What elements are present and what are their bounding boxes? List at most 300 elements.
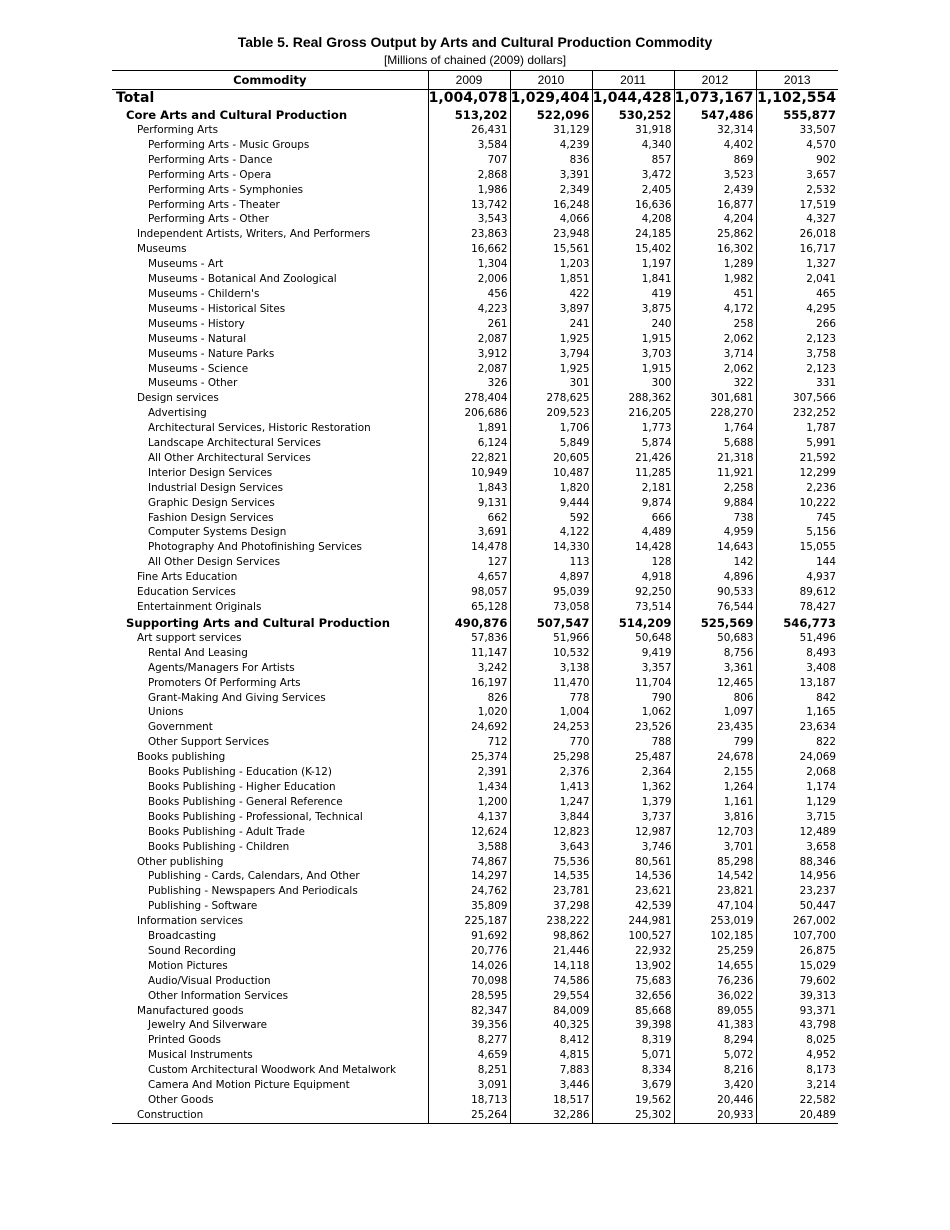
value-cell: 490,876 xyxy=(428,615,510,631)
commodity-label: Books Publishing - Higher Education xyxy=(148,780,336,793)
table-row xyxy=(112,585,838,600)
value-cell: 513,202 xyxy=(428,107,510,123)
table-row xyxy=(112,825,838,840)
table-row xyxy=(112,481,838,496)
value-cell: 2,439 xyxy=(674,183,756,198)
value-cell: 128 xyxy=(592,555,674,570)
value-cell: 24,069 xyxy=(756,750,838,765)
table-row xyxy=(112,1093,838,1108)
value-cell: 3,714 xyxy=(674,347,756,362)
value-cell: 39,313 xyxy=(756,989,838,1004)
value-cell: 20,605 xyxy=(510,451,592,466)
value-cell: 43,798 xyxy=(756,1018,838,1033)
value-cell: 89,055 xyxy=(674,1004,756,1019)
value-cell: 12,489 xyxy=(756,825,838,840)
value-cell: 9,874 xyxy=(592,496,674,511)
value-cell: 50,447 xyxy=(756,899,838,914)
table-row xyxy=(112,1033,838,1048)
value-cell: 2,376 xyxy=(510,765,592,780)
table-row xyxy=(112,810,838,825)
value-cell: 8,251 xyxy=(428,1063,510,1078)
commodity-label: Publishing - Software xyxy=(148,900,258,913)
value-cell: 4,239 xyxy=(510,138,592,153)
commodity-label: Books Publishing - General Reference xyxy=(148,795,343,808)
value-cell: 3,912 xyxy=(428,347,510,362)
value-cell: 5,991 xyxy=(756,436,838,451)
table-row xyxy=(112,1048,838,1063)
value-cell: 88,346 xyxy=(756,855,838,870)
table-row xyxy=(112,989,838,1004)
value-cell: 806 xyxy=(674,691,756,706)
commodity-label: Core Arts and Cultural Production xyxy=(126,108,348,122)
value-cell: 1,327 xyxy=(756,257,838,272)
value-cell: 322 xyxy=(674,376,756,391)
commodity-label: Jewelry And Silverware xyxy=(148,1019,268,1032)
value-cell: 107,700 xyxy=(756,929,838,944)
value-cell: 51,966 xyxy=(510,631,592,646)
header-commodity: Commodity xyxy=(112,71,428,90)
commodity-label: Performing Arts - Music Groups xyxy=(148,138,310,151)
value-cell: 32,286 xyxy=(510,1108,592,1123)
table-row xyxy=(112,720,838,735)
value-cell: 25,487 xyxy=(592,750,674,765)
value-cell: 12,624 xyxy=(428,825,510,840)
commodity-label: Independent Artists, Writers, And Performers xyxy=(137,228,371,241)
header-year: 2012 xyxy=(674,71,756,90)
value-cell: 4,896 xyxy=(674,570,756,585)
commodity-label: Books Publishing - Education (K-12) xyxy=(148,766,332,779)
value-cell: 76,544 xyxy=(674,600,756,615)
value-cell: 70,098 xyxy=(428,974,510,989)
value-cell: 25,264 xyxy=(428,1108,510,1123)
table-row xyxy=(112,90,838,108)
value-cell: 1,289 xyxy=(674,257,756,272)
value-cell: 1,004,078 xyxy=(428,90,510,108)
value-cell: 23,237 xyxy=(756,884,838,899)
value-cell: 25,374 xyxy=(428,750,510,765)
commodity-label: Performing Arts xyxy=(137,124,219,136)
value-cell: 3,361 xyxy=(674,661,756,676)
table-row xyxy=(112,869,838,884)
value-cell: 326 xyxy=(428,376,510,391)
value-cell: 2,062 xyxy=(674,332,756,347)
value-cell: 89,612 xyxy=(756,585,838,600)
value-cell: 3,897 xyxy=(510,302,592,317)
value-cell: 10,949 xyxy=(428,466,510,481)
value-cell: 1,044,428 xyxy=(592,90,674,108)
table-row xyxy=(112,555,838,570)
commodity-label: Publishing - Cards, Calendars, And Other xyxy=(148,870,360,883)
value-cell: 301,681 xyxy=(674,391,756,406)
value-cell: 8,319 xyxy=(592,1033,674,1048)
value-cell: 91,692 xyxy=(428,929,510,944)
value-cell: 1,129 xyxy=(756,795,838,810)
value-cell: 3,658 xyxy=(756,840,838,855)
value-cell: 28,595 xyxy=(428,989,510,1004)
value-cell: 11,147 xyxy=(428,646,510,661)
value-cell: 8,493 xyxy=(756,646,838,661)
value-cell: 3,214 xyxy=(756,1078,838,1093)
table-subtitle: [Millions of chained (2009) dollars] xyxy=(383,53,567,67)
value-cell: 4,489 xyxy=(592,525,674,540)
table-row xyxy=(112,780,838,795)
value-cell: 8,173 xyxy=(756,1063,838,1078)
value-cell: 1,304 xyxy=(428,257,510,272)
value-cell: 790 xyxy=(592,691,674,706)
value-cell: 75,683 xyxy=(592,974,674,989)
table-row xyxy=(112,406,838,421)
table-row xyxy=(112,944,838,959)
commodity-label: Fine Arts Education xyxy=(137,571,238,584)
value-cell: 278,625 xyxy=(510,391,592,406)
value-cell: 13,742 xyxy=(428,198,510,213)
value-cell: 3,091 xyxy=(428,1078,510,1093)
table-row xyxy=(112,840,838,855)
value-cell: 39,398 xyxy=(592,1018,674,1033)
value-cell: 1,706 xyxy=(510,421,592,436)
value-cell: 842 xyxy=(756,691,838,706)
value-cell: 19,562 xyxy=(592,1093,674,1108)
value-cell: 4,172 xyxy=(674,302,756,317)
table-row xyxy=(112,168,838,183)
value-cell: 95,039 xyxy=(510,585,592,600)
table-row xyxy=(112,1063,838,1078)
value-cell: 3,446 xyxy=(510,1078,592,1093)
value-cell: 98,057 xyxy=(428,585,510,600)
value-cell: 17,519 xyxy=(756,198,838,213)
value-cell: 21,318 xyxy=(674,451,756,466)
value-cell: 23,821 xyxy=(674,884,756,899)
table-row xyxy=(112,436,838,451)
commodity-label: Architectural Services, Historic Restoration xyxy=(148,422,371,435)
value-cell: 25,302 xyxy=(592,1108,674,1123)
value-cell: 16,248 xyxy=(510,198,592,213)
commodity-label: Sound Recording xyxy=(148,944,236,957)
value-cell: 1,200 xyxy=(428,795,510,810)
value-cell: 4,122 xyxy=(510,525,592,540)
value-cell: 228,270 xyxy=(674,406,756,421)
table-row xyxy=(112,795,838,810)
table-row xyxy=(112,227,838,242)
value-cell: 31,918 xyxy=(592,123,674,138)
table-row xyxy=(112,198,838,213)
value-cell: 74,867 xyxy=(428,855,510,870)
table-row xyxy=(112,421,838,436)
value-cell: 2,155 xyxy=(674,765,756,780)
table-row xyxy=(112,153,838,168)
value-cell: 33,507 xyxy=(756,123,838,138)
value-cell: 14,535 xyxy=(510,869,592,884)
commodity-label: Industrial Design Services xyxy=(148,481,284,494)
value-cell: 9,444 xyxy=(510,496,592,511)
commodity-label: Broadcasting xyxy=(148,930,217,943)
commodity-label: Supporting Arts and Cultural Production xyxy=(126,615,390,630)
value-cell: 2,041 xyxy=(756,272,838,287)
table-row xyxy=(112,959,838,974)
commodity-label: Museums - Botanical And Zoological xyxy=(148,273,337,286)
table-row xyxy=(112,615,838,631)
value-cell: 331 xyxy=(756,376,838,391)
value-cell: 20,446 xyxy=(674,1093,756,1108)
value-cell: 20,933 xyxy=(674,1108,756,1123)
value-cell: 51,496 xyxy=(756,631,838,646)
value-cell: 142 xyxy=(674,555,756,570)
value-cell: 1,773 xyxy=(592,421,674,436)
value-cell: 1,097 xyxy=(674,705,756,720)
value-cell: 4,570 xyxy=(756,138,838,153)
value-cell: 14,655 xyxy=(674,959,756,974)
value-cell: 5,688 xyxy=(674,436,756,451)
value-cell: 666 xyxy=(592,511,674,526)
value-cell: 82,347 xyxy=(428,1004,510,1019)
value-cell: 15,029 xyxy=(756,959,838,974)
commodity-label: Construction xyxy=(112,1108,428,1123)
value-cell: 5,849 xyxy=(510,436,592,451)
value-cell: 3,875 xyxy=(592,302,674,317)
table-row xyxy=(112,347,838,362)
value-cell: 14,118 xyxy=(510,959,592,974)
value-cell: 1,820 xyxy=(510,481,592,496)
commodity-label: Promoters Of Performing Arts xyxy=(148,676,301,689)
table-body xyxy=(112,90,838,1124)
value-cell: 24,185 xyxy=(592,227,674,242)
value-cell: 20,489 xyxy=(756,1108,838,1123)
value-cell: 4,340 xyxy=(592,138,674,153)
table-row xyxy=(112,525,838,540)
value-cell: 4,959 xyxy=(674,525,756,540)
value-cell: 16,877 xyxy=(674,198,756,213)
value-cell: 261 xyxy=(428,317,510,332)
value-cell: 707 xyxy=(428,153,510,168)
value-cell: 144 xyxy=(756,555,838,570)
commodity-label: Art support services xyxy=(137,631,242,644)
value-cell: 1,915 xyxy=(592,332,674,347)
commodity-label: Books publishing xyxy=(137,751,226,764)
value-cell: 2,405 xyxy=(592,183,674,198)
value-cell: 1,986 xyxy=(428,183,510,198)
table-row xyxy=(112,855,838,870)
value-cell: 4,897 xyxy=(510,570,592,585)
value-cell: 4,327 xyxy=(756,212,838,227)
value-cell: 79,602 xyxy=(756,974,838,989)
commodity-label: Museums xyxy=(137,243,187,256)
value-cell: 799 xyxy=(674,735,756,750)
value-cell: 29,554 xyxy=(510,989,592,1004)
table-row xyxy=(112,272,838,287)
table-row xyxy=(112,332,838,347)
value-cell: 21,446 xyxy=(510,944,592,959)
value-cell: 39,356 xyxy=(428,1018,510,1033)
value-cell: 547,486 xyxy=(674,107,756,123)
value-cell: 9,884 xyxy=(674,496,756,511)
table-row xyxy=(112,466,838,481)
commodity-label: Manufactured goods xyxy=(137,1004,244,1017)
commodity-label: Books Publishing - Professional, Technical xyxy=(148,810,363,823)
commodity-label: Computer Systems Design xyxy=(148,526,287,539)
value-cell: 225,187 xyxy=(428,914,510,929)
table-row xyxy=(112,600,838,615)
value-cell: 16,302 xyxy=(674,242,756,257)
value-cell: 1,787 xyxy=(756,421,838,436)
table-row xyxy=(112,540,838,555)
value-cell: 74,586 xyxy=(510,974,592,989)
value-cell: 3,472 xyxy=(592,168,674,183)
value-cell: 4,208 xyxy=(592,212,674,227)
value-cell: 1,203 xyxy=(510,257,592,272)
value-cell: 10,487 xyxy=(510,466,592,481)
value-cell: 3,703 xyxy=(592,347,674,362)
value-cell: 76,236 xyxy=(674,974,756,989)
value-cell: 11,285 xyxy=(592,466,674,481)
table-row xyxy=(112,212,838,227)
value-cell: 3,357 xyxy=(592,661,674,676)
value-cell: 8,412 xyxy=(510,1033,592,1048)
value-cell: 507,547 xyxy=(510,615,592,631)
value-cell: 24,253 xyxy=(510,720,592,735)
value-cell: 4,295 xyxy=(756,302,838,317)
value-cell: 23,621 xyxy=(592,884,674,899)
table-row xyxy=(112,391,838,406)
value-cell: 26,875 xyxy=(756,944,838,959)
value-cell: 1,413 xyxy=(510,780,592,795)
value-cell: 712 xyxy=(428,735,510,750)
value-cell: 11,704 xyxy=(592,676,674,691)
value-cell: 525,569 xyxy=(674,615,756,631)
commodity-label: Unions xyxy=(148,706,184,719)
value-cell: 3,242 xyxy=(428,661,510,676)
value-cell: 13,187 xyxy=(756,676,838,691)
value-cell: 3,138 xyxy=(510,661,592,676)
commodity-label: Entertainment Originals xyxy=(137,601,262,613)
value-cell: 7,883 xyxy=(510,1063,592,1078)
value-cell: 2,006 xyxy=(428,272,510,287)
value-cell: 4,137 xyxy=(428,810,510,825)
table-row xyxy=(112,287,838,302)
commodity-label: Grant-Making And Giving Services xyxy=(148,691,326,704)
commodity-label: Performing Arts - Dance xyxy=(148,153,273,166)
table-row xyxy=(112,691,838,706)
value-cell: 42,539 xyxy=(592,899,674,914)
value-cell: 23,863 xyxy=(428,227,510,242)
table-row xyxy=(112,1078,838,1093)
value-cell: 258 xyxy=(674,317,756,332)
value-cell: 15,402 xyxy=(592,242,674,257)
value-cell: 522,096 xyxy=(510,107,592,123)
value-cell: 3,657 xyxy=(756,168,838,183)
table-row xyxy=(112,899,838,914)
value-cell: 10,532 xyxy=(510,646,592,661)
value-cell: 788 xyxy=(592,735,674,750)
value-cell: 1,197 xyxy=(592,257,674,272)
value-cell: 1,161 xyxy=(674,795,756,810)
value-cell: 23,781 xyxy=(510,884,592,899)
value-cell: 35,809 xyxy=(428,899,510,914)
value-cell: 4,952 xyxy=(756,1048,838,1063)
value-cell: 241 xyxy=(510,317,592,332)
commodity-label: Landscape Architectural Services xyxy=(148,437,321,450)
value-cell: 23,526 xyxy=(592,720,674,735)
commodity-label: Total xyxy=(112,90,428,108)
value-cell: 1,073,167 xyxy=(674,90,756,108)
value-cell: 14,478 xyxy=(428,540,510,555)
value-cell: 80,561 xyxy=(592,855,674,870)
value-cell: 22,821 xyxy=(428,451,510,466)
value-cell: 21,426 xyxy=(592,451,674,466)
commodity-label: Performing Arts - Theater xyxy=(148,198,280,211)
value-cell: 26,018 xyxy=(756,227,838,242)
value-cell: 11,470 xyxy=(510,676,592,691)
value-cell: 26,431 xyxy=(428,123,510,138)
table-row xyxy=(112,1108,838,1123)
value-cell: 16,636 xyxy=(592,198,674,213)
value-cell: 1,891 xyxy=(428,421,510,436)
commodity-label: Design services xyxy=(137,392,219,405)
header-year: 2009 xyxy=(428,71,510,90)
value-cell: 84,009 xyxy=(510,1004,592,1019)
value-cell: 14,026 xyxy=(428,959,510,974)
value-cell: 232,252 xyxy=(756,406,838,421)
value-cell: 92,250 xyxy=(592,585,674,600)
value-cell: 12,987 xyxy=(592,825,674,840)
table-row xyxy=(112,676,838,691)
value-cell: 14,956 xyxy=(756,869,838,884)
value-cell: 1,020 xyxy=(428,705,510,720)
value-cell: 1,379 xyxy=(592,795,674,810)
value-cell: 100,527 xyxy=(592,929,674,944)
commodity-label: Performing Arts - Other xyxy=(148,213,269,226)
value-cell: 301 xyxy=(510,376,592,391)
value-cell: 869 xyxy=(674,153,756,168)
commodity-label: Other Information Services xyxy=(148,989,289,1002)
value-cell: 8,025 xyxy=(756,1033,838,1048)
commodity-label: All Other Design Services xyxy=(148,556,280,569)
header-year: 2010 xyxy=(510,71,592,90)
value-cell: 5,072 xyxy=(674,1048,756,1063)
value-cell: 14,428 xyxy=(592,540,674,555)
header-year: 2013 xyxy=(756,71,838,90)
header-year: 2011 xyxy=(592,71,674,90)
value-cell: 1,247 xyxy=(510,795,592,810)
value-cell: 24,678 xyxy=(674,750,756,765)
value-cell: 216,205 xyxy=(592,406,674,421)
commodity-label: Education Services xyxy=(137,586,236,599)
value-cell: 1,843 xyxy=(428,481,510,496)
value-cell: 15,561 xyxy=(510,242,592,257)
value-cell: 21,592 xyxy=(756,451,838,466)
value-cell: 4,657 xyxy=(428,570,510,585)
commodity-label: Performing Arts - Opera xyxy=(148,168,272,181)
value-cell: 8,334 xyxy=(592,1063,674,1078)
value-cell: 127 xyxy=(428,555,510,570)
value-cell: 4,066 xyxy=(510,212,592,227)
value-cell: 12,465 xyxy=(674,676,756,691)
table-row xyxy=(112,107,838,123)
value-cell: 253,019 xyxy=(674,914,756,929)
value-cell: 14,643 xyxy=(674,540,756,555)
table-row xyxy=(112,138,838,153)
value-cell: 288,362 xyxy=(592,391,674,406)
value-cell: 3,588 xyxy=(428,840,510,855)
value-cell: 422 xyxy=(510,287,592,302)
value-cell: 2,349 xyxy=(510,183,592,198)
commodity-label: Camera And Motion Picture Equipment xyxy=(148,1079,350,1092)
value-cell: 3,391 xyxy=(510,168,592,183)
value-cell: 4,815 xyxy=(510,1048,592,1063)
value-cell: 1,362 xyxy=(592,780,674,795)
value-cell: 8,756 xyxy=(674,646,756,661)
value-cell: 65,128 xyxy=(428,600,510,615)
value-cell: 102,185 xyxy=(674,929,756,944)
